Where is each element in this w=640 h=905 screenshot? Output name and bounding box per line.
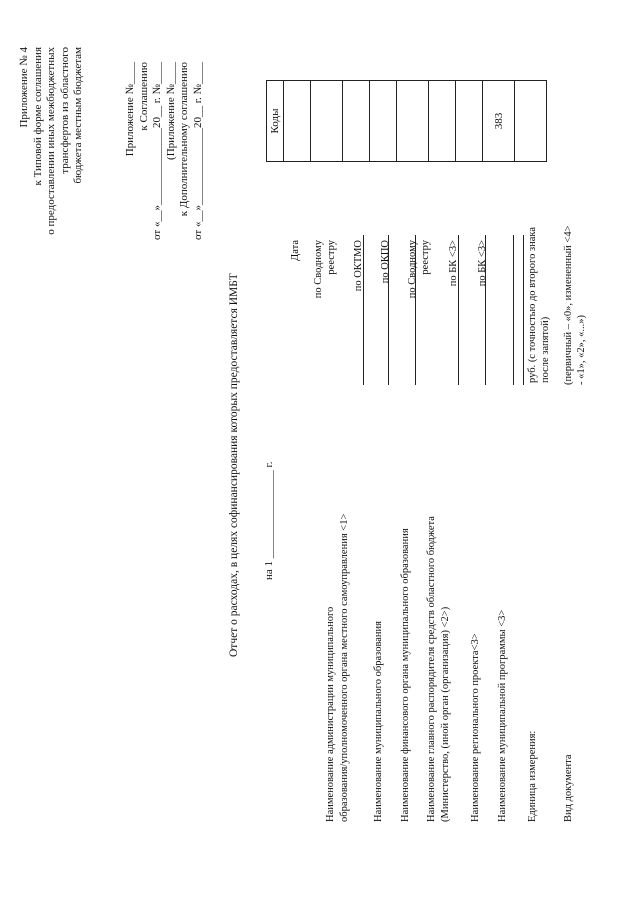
- code-cell-okpo: [370, 81, 397, 162]
- to-additional-agreement: к Дополнительному соглашению: [178, 62, 190, 217]
- agreement-date-1: от «__»______________20__ г. №____: [151, 62, 163, 240]
- label-bk-2: по БК <3>: [477, 240, 488, 287]
- code-cell-date: [284, 81, 311, 162]
- label-svodny-1: по Сводному: [313, 240, 324, 299]
- appendix-number-2: (Приложение №____: [164, 62, 177, 160]
- field-municipal-program-label: Наименование муниципальной программы <3>: [497, 609, 508, 822]
- code-cell-bk-2: [456, 81, 483, 162]
- label-okpo: по ОКПО: [380, 240, 391, 284]
- code-cell-oktmo: [343, 81, 370, 162]
- to-agreement: к Соглашению: [137, 62, 150, 131]
- agreement-block: [124, 62, 205, 240]
- codes-table: [266, 80, 547, 162]
- appendix-line: Приложение № 4: [18, 47, 30, 128]
- field-finance-body-label: Наименование финансового органа муниципального образования: [400, 528, 411, 822]
- code-cell-bk-1: [429, 81, 456, 162]
- code-cell-svodny-1: [311, 81, 343, 162]
- appendix-line: трансфертов из областного: [58, 47, 71, 174]
- unit-value: руб. (с точностью до второго знака: [527, 226, 538, 383]
- field-admin-label-2: образования/уполномоченного органа местного самоуправления <1>: [339, 513, 350, 822]
- label-date: Дата: [290, 240, 301, 261]
- label-reestr-1: реестру: [326, 240, 337, 275]
- unit-underline: [523, 235, 524, 385]
- field-regional-project-label: Наименование регионального проекта<3>: [470, 633, 481, 822]
- doc-type-value-2: - «1», «2», «...»): [576, 315, 587, 385]
- field-unit-label: Единица измерения:: [527, 730, 538, 822]
- field-doc-type-label: Вид документа: [563, 754, 574, 822]
- appendix-line: о предоставлении иных межбюджетных: [45, 47, 57, 235]
- field-municipality-label: Наименование муниципального образования: [373, 621, 384, 822]
- label-svodny-2: по Сводному: [407, 240, 418, 299]
- appendix-number: Приложение №____: [124, 62, 136, 157]
- agreement-date-2: от «__»______________20__ г. №____: [191, 62, 204, 240]
- report-date-line: на 1 ________________ г.: [263, 461, 275, 580]
- label-reestr-2: реестру: [420, 240, 431, 275]
- field-main-manager-label-2: (Министерство, (иной орган (организация) <2>): [440, 606, 451, 822]
- appendix-header: [18, 47, 86, 235]
- codes-header: Коды: [267, 81, 284, 162]
- unit-value-2: после запятой): [540, 316, 551, 383]
- field-admin-label: Наименование администрации муниципального: [325, 606, 336, 822]
- doc-type-value: (первичный – «0», измененный <4>: [563, 225, 574, 385]
- report-title: Отчет о расходах, в целях софинансирования которых предоставляется ИМБТ: [228, 273, 240, 657]
- appendix-line: к Типовой форме соглашения: [31, 47, 44, 186]
- label-oktmo: по ОКТМО: [353, 240, 364, 292]
- code-cell-svodny-2: [397, 81, 429, 162]
- code-cell-okei: 383: [483, 81, 515, 162]
- municipal-program-underline: [513, 235, 514, 385]
- code-cell-doc-type: [515, 81, 547, 162]
- field-main-manager-label: Наименование главного распорядителя средств областного бюджета: [426, 516, 437, 822]
- label-bk-1: по БК <3>: [448, 240, 459, 287]
- appendix-line: бюджета местным бюджетам: [72, 47, 84, 184]
